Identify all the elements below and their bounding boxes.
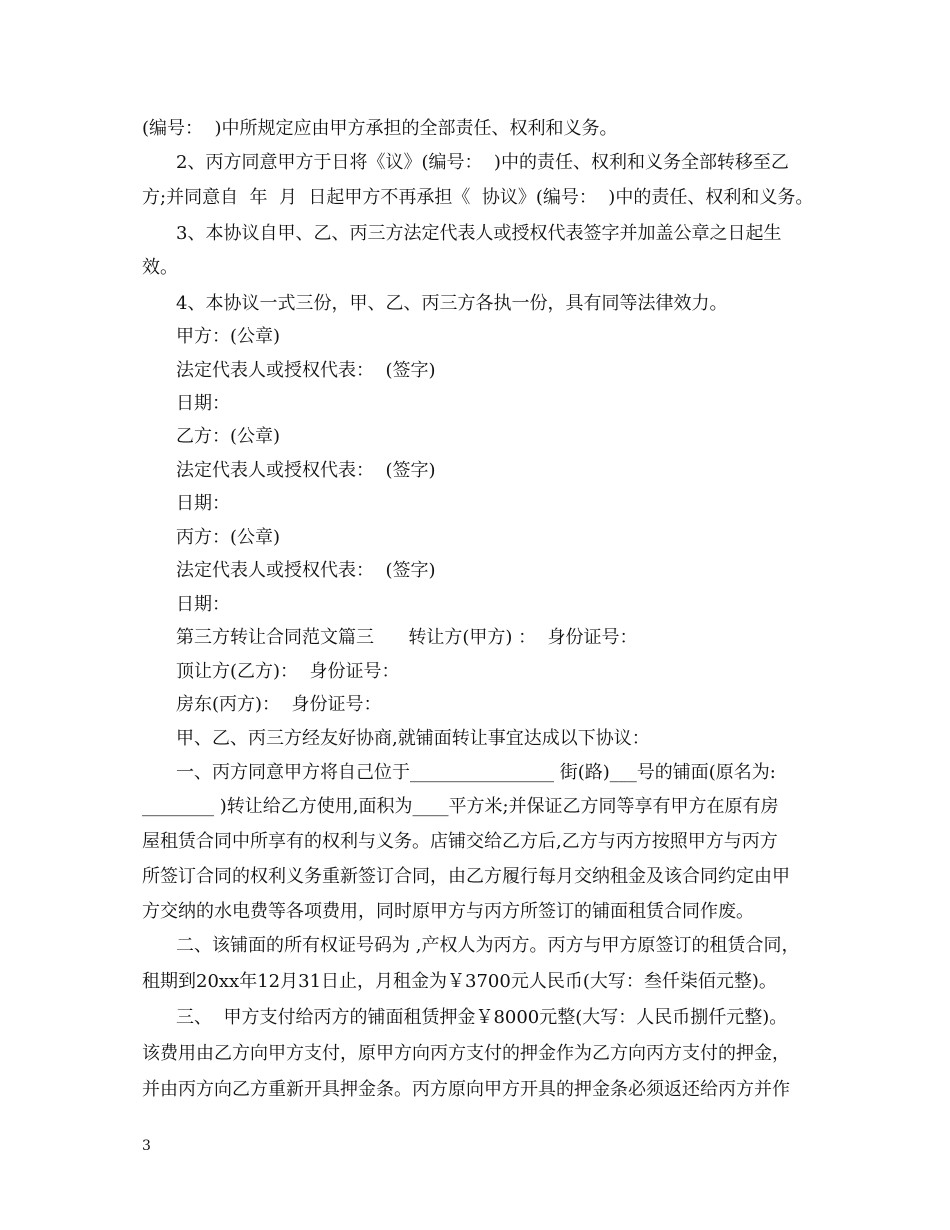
text-line: 该费用由乙方向甲方支付，原甲方向丙方支付的押金作为乙方向丙方支付的押金， xyxy=(142,1043,790,1064)
text-line: 效。 xyxy=(142,257,178,278)
text-line: 4、本协议一式三份，甲、乙、丙三方各执一份，具有同等法律效力。 xyxy=(176,293,728,314)
text-line: 一、丙方同意甲方将自己位于________________ 街(路)___号的铺面(原名为: xyxy=(176,762,776,783)
text-line: 法定代表人或授权代表： (签字) xyxy=(176,560,436,581)
text-line: 方交纳的水电费等各项费用，同时原甲方与丙方所签订的铺面租赁合同作废。 xyxy=(142,901,754,922)
text-line: 法定代表人或授权代表： (签字) xyxy=(176,360,436,381)
text-line: 日期： xyxy=(176,393,230,414)
text-line: 所签订合同的权利义务重新签订合同，由乙方履行每月交纳租金及该合同约定由甲 xyxy=(142,866,790,887)
text-line: 二、该铺面的所有权证号码为 ,产权人为丙方。丙方与甲方原签订的租赁合同， xyxy=(176,935,800,956)
page-number: 3 xyxy=(142,1138,151,1154)
text-line: 并由丙方向乙方重新开具押金条。丙方原向甲方开具的押金条必须返还给丙方并作 xyxy=(142,1079,790,1100)
text-line: 丙方：(公章) xyxy=(176,527,281,548)
text-line: 日期： xyxy=(176,594,230,615)
text-line: 2、丙方同意甲方于日将《议》(编号： )中的责任、权利和义务全部转移至乙 xyxy=(176,152,789,173)
text-line: 方;并同意自 年 月 日起甲方不再承担《 协议》(编号： )中的责任、权利和义务。 xyxy=(142,187,814,208)
text-line: ________ )转让给乙方使用,面积为____平方米;并保证乙方同等享有甲方在原有房 xyxy=(142,796,779,817)
text-line: 租期到20xx年12月31日止，月租金为￥3700元人民币(大写：叁仟柒佰元整)。 xyxy=(142,971,777,992)
text-line: 房东(丙方)： 身份证号： xyxy=(176,694,382,715)
text-line: 乙方：(公章) xyxy=(176,426,281,447)
text-line: (编号： )中所规定应由甲方承担的全部责任、权利和义务。 xyxy=(142,118,618,139)
text-line: 第三方转让合同范文篇三 转让方(甲方) ： 身份证号： xyxy=(176,627,638,648)
text-line: 三、 甲方支付给丙方的铺面租赁押金￥8000元整(大写：人民币捌仟元整)。 xyxy=(176,1007,788,1028)
text-line: 日期： xyxy=(176,493,230,514)
text-line: 顶让方(乙方)： 身份证号： xyxy=(176,661,400,682)
text-line: 屋租赁合同中所享有的权利与义务。店铺交给乙方后,乙方与丙方按照甲方与丙方 xyxy=(142,831,778,852)
text-line: 甲、乙、丙三方经友好协商,就铺面转让事宜达成以下协议： xyxy=(176,728,650,749)
text-line: 3、本协议自甲、乙、丙三方法定代表人或授权代表签字并加盖公章之日起生 xyxy=(176,223,782,244)
text-line: 法定代表人或授权代表： (签字) xyxy=(176,460,436,481)
text-line: 甲方：(公章) xyxy=(176,326,281,347)
